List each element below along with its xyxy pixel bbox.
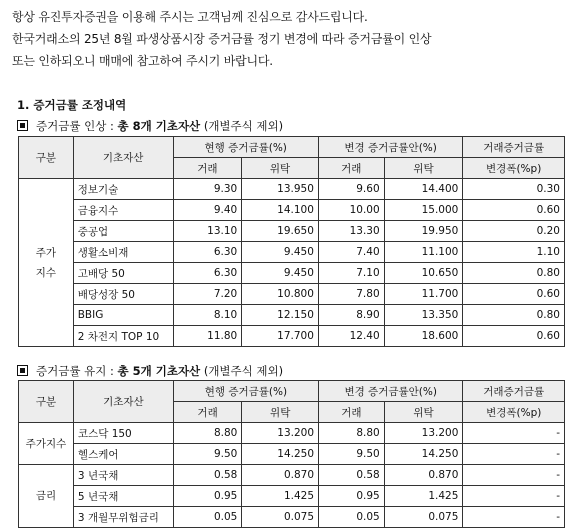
- asset-cell: 헬스케어: [73, 444, 173, 465]
- new-consign-cell: 11.700: [384, 284, 463, 305]
- header-group: 구분: [19, 137, 74, 179]
- new-trade-cell: 8.80: [319, 423, 385, 444]
- table-row: [19, 263, 565, 284]
- table1-caption-bold: 총 8개 기초자산: [117, 119, 201, 133]
- current-consign-cell: 13.200: [242, 423, 319, 444]
- header-cur-trade: 거래: [173, 402, 242, 423]
- current-consign-cell: 0.870: [242, 465, 319, 486]
- asset-cell: 정보기술: [73, 179, 173, 200]
- table-row: [19, 200, 565, 221]
- current-consign-cell: 1.425: [242, 486, 319, 507]
- current-consign-cell: 19.650: [242, 221, 319, 242]
- change-cell: -: [463, 486, 565, 507]
- change-cell: -: [463, 465, 565, 486]
- table2-caption: [17, 363, 283, 379]
- asset-cell: 중공업: [73, 221, 173, 242]
- new-consign-cell: 19.950: [384, 221, 463, 242]
- group-label-line2: 지수: [35, 266, 56, 279]
- square-bullet-icon: [17, 120, 28, 131]
- current-trade-cell: 11.80: [173, 326, 242, 347]
- current-consign-cell: 12.150: [242, 305, 319, 326]
- table-row: [19, 326, 565, 347]
- new-trade-cell: 13.30: [318, 221, 384, 242]
- asset-cell: 3 개월무위험금리: [73, 507, 173, 528]
- header-change-line1: 거래증거금률: [463, 381, 565, 402]
- new-consign-cell: 0.075: [384, 507, 463, 528]
- header-cur-consign: 위탁: [242, 158, 319, 179]
- change-cell: 0.30: [463, 179, 565, 200]
- table-row: [19, 242, 565, 263]
- new-consign-cell: 11.100: [384, 242, 463, 263]
- current-trade-cell: 9.30: [173, 179, 242, 200]
- section-title: 1. 증거금률 조정내역: [17, 98, 127, 112]
- current-trade-cell: 13.10: [173, 221, 242, 242]
- current-consign-cell: 13.950: [242, 179, 319, 200]
- group-cell: 금리: [19, 465, 74, 528]
- table-row: [19, 221, 565, 242]
- change-cell: 1.10: [463, 242, 565, 263]
- new-trade-cell: 0.05: [319, 507, 385, 528]
- table2-caption-bold: 총 5개 기초자산: [117, 364, 201, 378]
- change-cell: 0.80: [463, 263, 565, 284]
- table-row: [19, 284, 565, 305]
- new-consign-cell: 14.400: [384, 179, 463, 200]
- change-cell: -: [463, 444, 565, 465]
- asset-cell: 코스닥 150: [73, 423, 173, 444]
- new-consign-cell: 13.200: [384, 423, 463, 444]
- margin-increase-table: [18, 136, 565, 347]
- new-consign-cell: 15.000: [384, 200, 463, 221]
- table-row: [19, 486, 565, 507]
- current-trade-cell: 8.80: [173, 423, 242, 444]
- margin-maintain-table: [18, 380, 565, 528]
- new-consign-cell: 18.600: [384, 326, 463, 347]
- table-row: [19, 465, 565, 486]
- current-trade-cell: 8.10: [173, 305, 242, 326]
- group-cell: 주가지수: [19, 423, 74, 465]
- current-trade-cell: 6.30: [173, 242, 242, 263]
- table1-caption: [17, 118, 283, 134]
- new-consign-cell: 1.425: [384, 486, 463, 507]
- asset-cell: BBIG: [73, 305, 173, 326]
- current-consign-cell: 0.075: [242, 507, 319, 528]
- new-trade-cell: 9.50: [319, 444, 385, 465]
- header-new-trade: 거래: [319, 402, 385, 423]
- table1-caption-prefix: 증거금률 인상 :: [36, 119, 118, 133]
- change-cell: -: [463, 423, 565, 444]
- table2-caption-prefix: 증거금률 유지 :: [36, 364, 118, 378]
- change-cell: 0.20: [463, 221, 565, 242]
- header-new-consign: 위탁: [384, 402, 463, 423]
- header-change-line2: 변경폭(%p): [463, 402, 565, 423]
- new-trade-cell: 8.90: [318, 305, 384, 326]
- current-trade-cell: 7.20: [173, 284, 242, 305]
- current-consign-cell: 14.250: [242, 444, 319, 465]
- header-new-rate: 변경 증거금률안(%): [318, 137, 462, 158]
- asset-cell: 2 차전지 TOP 10: [73, 326, 173, 347]
- current-trade-cell: 9.40: [173, 200, 242, 221]
- current-consign-cell: 14.100: [242, 200, 319, 221]
- new-trade-cell: 7.80: [318, 284, 384, 305]
- header-asset: 기초자산: [73, 137, 173, 179]
- header-cur-consign: 위탁: [242, 402, 319, 423]
- current-trade-cell: 6.30: [173, 263, 242, 284]
- header-change-line2: 변경폭(%p): [463, 158, 565, 179]
- current-consign-cell: 17.700: [242, 326, 319, 347]
- asset-cell: 5 년국채: [73, 486, 173, 507]
- header-asset: 기초자산: [73, 381, 173, 423]
- header-new-rate: 변경 증거금률안(%): [319, 381, 463, 402]
- asset-cell: 3 년국채: [73, 465, 173, 486]
- intro-line-1: 항상 유진투자증권을 이용해 주시는 고객님께 진심으로 감사드립니다.: [12, 10, 368, 24]
- intro-text: [12, 6, 431, 72]
- change-cell: 0.60: [463, 326, 565, 347]
- header-current-rate: 현행 증거금률(%): [173, 381, 318, 402]
- current-trade-cell: 9.50: [173, 444, 242, 465]
- new-consign-cell: 13.350: [384, 305, 463, 326]
- new-trade-cell: 10.00: [318, 200, 384, 221]
- change-cell: 0.60: [463, 284, 565, 305]
- table-row: [19, 507, 565, 528]
- table-row: [19, 423, 565, 444]
- new-trade-cell: 12.40: [318, 326, 384, 347]
- header-change-line1: 거래증거금률: [463, 137, 565, 158]
- header-new-trade: 거래: [318, 158, 384, 179]
- asset-cell: 고배당 50: [73, 263, 173, 284]
- new-trade-cell: 7.40: [318, 242, 384, 263]
- table-row: [19, 305, 565, 326]
- intro-line-3: 또는 인하되오니 매매에 참고하여 주시기 바랍니다.: [12, 54, 273, 68]
- asset-cell: 생활소비재: [73, 242, 173, 263]
- header-new-consign: 위탁: [384, 158, 463, 179]
- current-consign-cell: 10.800: [242, 284, 319, 305]
- table2-caption-suffix: (개별주식 제외): [200, 364, 284, 378]
- new-trade-cell: 7.10: [318, 263, 384, 284]
- header-cur-trade: 거래: [173, 158, 242, 179]
- current-consign-cell: 9.450: [242, 263, 319, 284]
- header-current-rate: 현행 증거금률(%): [173, 137, 318, 158]
- square-bullet-icon: [17, 365, 28, 376]
- header-group: 구분: [19, 381, 74, 423]
- new-consign-cell: 14.250: [384, 444, 463, 465]
- current-trade-cell: 0.05: [173, 507, 242, 528]
- new-trade-cell: 9.60: [318, 179, 384, 200]
- new-trade-cell: 0.95: [319, 486, 385, 507]
- asset-cell: 배당성장 50: [73, 284, 173, 305]
- change-cell: -: [463, 507, 565, 528]
- new-consign-cell: 10.650: [384, 263, 463, 284]
- intro-line-2: 한국거래소의 25년 8월 파생상품시장 증거금률 정기 변경에 따라 증거금률이 인상: [12, 32, 432, 46]
- new-trade-cell: 0.58: [319, 465, 385, 486]
- table-row: [19, 179, 565, 200]
- current-consign-cell: 9.450: [242, 242, 319, 263]
- current-trade-cell: 0.95: [173, 486, 242, 507]
- table-row: [19, 444, 565, 465]
- group-label-line1: 주가: [35, 246, 56, 259]
- current-trade-cell: 0.58: [173, 465, 242, 486]
- new-consign-cell: 0.870: [384, 465, 463, 486]
- change-cell: 0.80: [463, 305, 565, 326]
- change-cell: 0.60: [463, 200, 565, 221]
- asset-cell: 금융지수: [73, 200, 173, 221]
- table1-caption-suffix: (개별주식 제외): [200, 119, 284, 133]
- group-cell: [19, 179, 74, 347]
